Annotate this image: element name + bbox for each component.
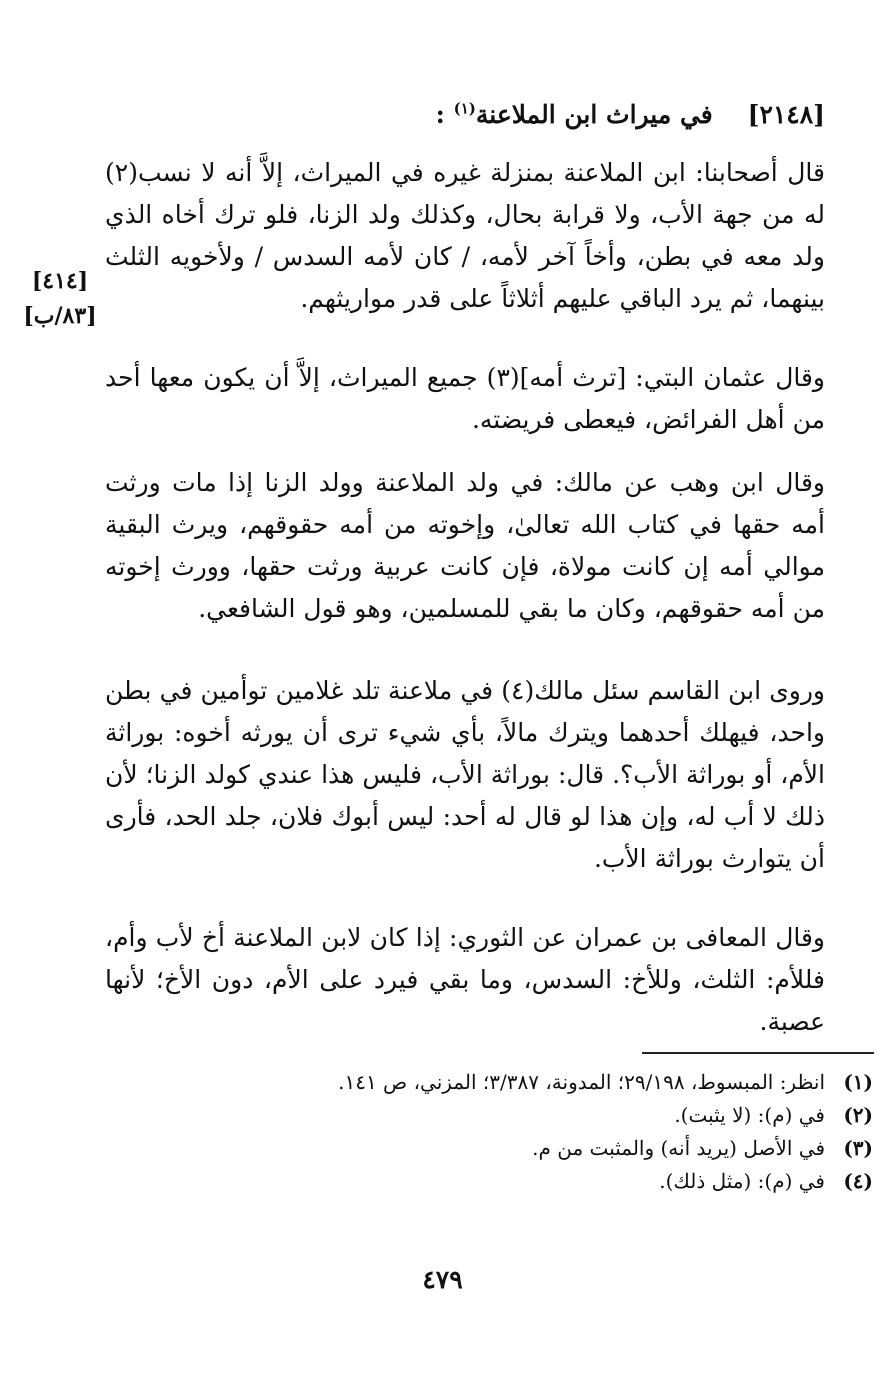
section-title: في ميراث ابن الملاعنة — [475, 100, 713, 129]
footnote-number: (٢) — [843, 1103, 873, 1127]
footnote-number: (٤) — [843, 1169, 873, 1193]
section-number: [٢١٤٨] — [747, 100, 825, 129]
paragraph-1-block — [105, 152, 825, 320]
margin-reference-1: [٤١٤] — [31, 268, 89, 294]
footnote-number: (٣) — [843, 1136, 873, 1160]
title-colon: : — [435, 100, 445, 129]
paragraph-4-block — [105, 670, 825, 880]
footnotes — [73, 1066, 873, 1198]
margin-reference-2: [٨٣/ب] — [23, 303, 97, 329]
page-number: ٤٧٩ — [422, 1265, 463, 1294]
paragraph: وقال المعافى بن عمران عن الثوري: إذا كان لابن الملاعنة أخ لأب وأم، فللأم: الثلث، وللأخ: السدس، وما بقي فيرد على الأم، دون الأخ؛ لأنها عصبة. — [105, 923, 825, 1036]
footnote-2 — [73, 1099, 873, 1132]
title-footnote-ref[interactable]: (١) — [453, 99, 476, 118]
footnote-text: في الأصل (يريد أنه) والمثبت من م. — [532, 1136, 825, 1160]
paragraph: وقال ابن وهب عن مالك: في ولد الملاعنة وولد الزنا إذا مات ورثت أمه حقها في كتاب الله تعالىٰ، وإخوته من أمه حقوقهم، ويرث البقية موالي أمه إن كانت مولاة، فإن كانت عربية ورثت حقها، وورث إخوته من أمه حقوقهم، وكان ما بقي للمسلمين، وهو قول الشافعي. — [105, 468, 825, 623]
paragraph: وقال عثمان البتي: [ترث أمه](٣) جميع الميراث، إلاَّ أن يكون معها أحد من أهل الفرائض، فيعطى فريضته. — [105, 363, 825, 434]
paragraph: وروى ابن القاسم سئل مالك(٤) في ملاعنة تلد غلامين توأمين في بطن واحد، فيهلك أحدهما ويترك مالاً، بأي شيء ترى أن يورثه أخوه: بوراثة الأم، أو بوراثة الأب؟. قال: بوراثة الأب، فليس هذا عندي كولد الزنا؛ لأن ذلك لا أب له، وإن هذا لو قال له أحد: ليس أبوك فلان، جلد الحد، فأرى أن يتوارث بوراثة الأب. — [105, 676, 825, 873]
paragraph-5-block — [105, 917, 825, 1043]
section-heading — [436, 100, 825, 129]
footnote-text: في (م): (لا يثبت). — [674, 1103, 825, 1127]
footnote-number: (١) — [843, 1070, 873, 1094]
paragraph-3-block — [105, 462, 825, 630]
footnote-3 — [73, 1132, 873, 1165]
footnote-1 — [73, 1066, 873, 1099]
paragraph: قال أصحابنا: ابن الملاعنة بمنزلة غيره في الميراث، إلاَّ أنه لا نسب(٢) له من جهة الأب، ولا قرابة بحال، وكذلك ولد الزنا، فلو ترك أخاه الذي ولد معه في بطن، وأخاً آخر لأمه، / كان لأمه السدس / ولأخويه الثلث بينهما، ثم يرد الباقي عليهم أثلاثاً على قدر مواريثهم. — [105, 158, 825, 313]
footnote-divider — [642, 1052, 874, 1054]
footnote-text: في (م): (مثل ذلك). — [659, 1169, 825, 1193]
footnote-text: انظر: المبسوط، ٢٩/١٩٨؛ المدونة، ٣/٣٨٧؛ المزني، ص ١٤١. — [338, 1070, 825, 1094]
paragraph-2-block — [105, 357, 825, 441]
footnote-4 — [73, 1165, 873, 1198]
